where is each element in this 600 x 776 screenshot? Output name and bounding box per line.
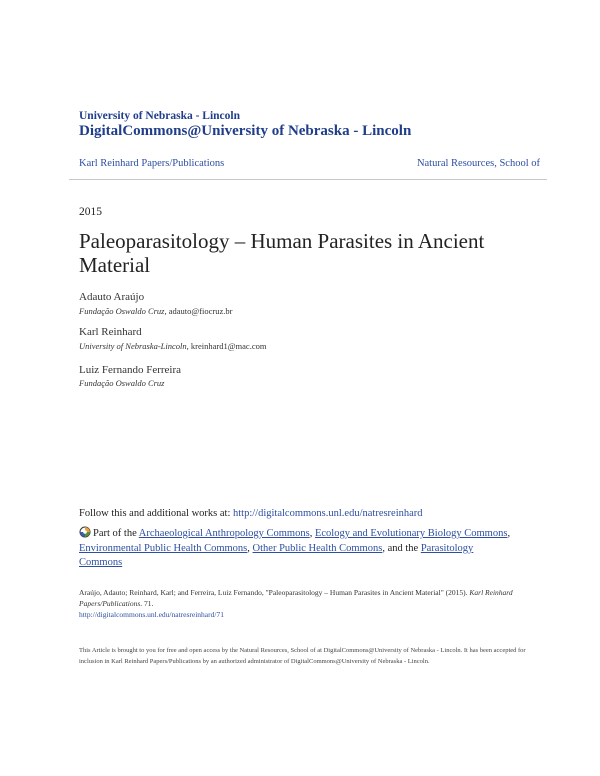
follow-url-link[interactable]: http://digitalcommons.unl.edu/natresreinhard — [233, 508, 423, 519]
follow-prefix: Follow this and additional works at: — [79, 508, 233, 519]
commons-link-parasitology[interactable]: Parasitology Commons — [79, 542, 474, 568]
department-link[interactable]: Natural Resources, School of — [416, 158, 540, 169]
access-statement: This Article is brought to you for free and open access by the Natural Resources, School of at DigitalCommons@University of Nebraska - Lincoln. It has been accepted for inclusion in Karl Reinhard Papers/Publications by an authorized administrator of DigitalCommons@University of Nebraska - Lincoln. — [79, 647, 526, 665]
citation-series: Karl Reinhard Papers/Publications — [79, 588, 513, 608]
commons-separator: , — [507, 528, 511, 539]
citation-number: . 71. — [140, 599, 154, 608]
affiliation-institution: Fundação Oswaldo Cruz — [79, 306, 165, 316]
author-name: Karl Reinhard — [79, 326, 142, 338]
commons-separator: , — [247, 542, 253, 554]
follow-line — [79, 508, 423, 519]
part-of-prefix: Part of the — [93, 528, 139, 539]
author-email: , kreinhard1@mac.com — [186, 341, 267, 351]
commons-link-environmental-public-health[interactable]: Environmental Public Health Commons — [79, 542, 248, 554]
collection-link[interactable]: Karl Reinhard Papers/Publications — [79, 158, 225, 169]
commons-link-archaeological-anthropology[interactable]: Archaeological Anthropology Commons — [138, 528, 310, 539]
affiliation-institution: Fundação Oswaldo Cruz — [79, 378, 165, 388]
university-link[interactable]: University of Nebraska - Lincoln — [79, 110, 240, 122]
part-of-commons — [79, 526, 519, 571]
citation-url-link[interactable]: http://digitalcommons.unl.edu/natresreinhard/71 — [79, 610, 224, 619]
author-affiliation — [79, 341, 266, 351]
author-affiliation — [79, 306, 233, 316]
commons-link-other-public-health[interactable]: Other Public Health Commons — [252, 542, 383, 554]
article-title: Paleoparasitology – Human Parasites in Ancient Material — [79, 229, 485, 277]
citation-text: Araújo, Adauto; Reinhard, Karl; and Ferreira, Luiz Fernando, "Paleoparasitology – Human Parasites in Ancient Material" (2015). — [79, 588, 470, 597]
repository-link[interactable]: DigitalCommons@University of Nebraska - Lincoln — [79, 123, 412, 139]
header-divider — [69, 179, 547, 180]
author-name: Adauto Araújo — [79, 291, 145, 303]
author-name: Luiz Fernando Ferreira — [79, 364, 182, 376]
commons-link-ecology-evolutionary-biology[interactable]: Ecology and Evolutionary Biology Commons — [314, 528, 508, 539]
commons-separator: , — [309, 528, 315, 539]
publication-year: 2015 — [79, 206, 102, 218]
author-email: , adauto@fiocruz.br — [164, 306, 233, 316]
recommended-citation — [79, 587, 529, 620]
network-icon — [79, 526, 91, 538]
commons-separator: , and the — [382, 542, 421, 554]
author-affiliation — [79, 378, 164, 388]
affiliation-institution: University of Nebraska-Lincoln — [79, 341, 187, 351]
